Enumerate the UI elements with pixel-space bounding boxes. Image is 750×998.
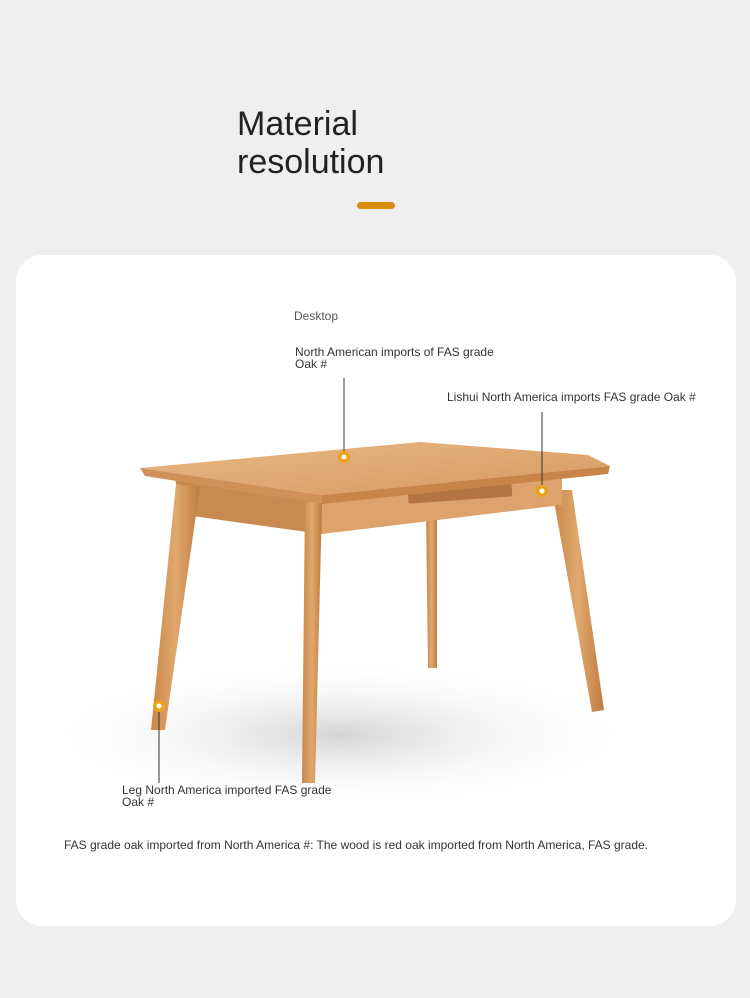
callout-leg-text xyxy=(122,784,331,808)
callout-marker-side xyxy=(536,485,548,497)
section-label-desktop: Desktop xyxy=(294,309,339,323)
callout-marker-leg xyxy=(153,700,165,712)
callout-desktop-line-1: North American imports of FAS grade xyxy=(295,345,494,359)
callout-side-text: Lishui North America imports FAS grade Oak # xyxy=(447,390,696,404)
callout-desktop-line-2: Oak # xyxy=(295,357,328,371)
back-left-leg xyxy=(426,510,437,668)
callout-leg-line-1: Leg North America imported FAS grade xyxy=(122,783,332,797)
callout-marker-desktop xyxy=(338,451,350,463)
footnote-text: FAS grade oak imported from North America #: The wood is red oak imported from North America, FAS grade. xyxy=(64,838,649,852)
title-line-2: resolution xyxy=(237,143,385,181)
callout-desktop-text xyxy=(295,346,494,370)
back-right-leg xyxy=(552,490,604,712)
callout-leg-line-2: Oak # xyxy=(122,795,155,809)
title-line-1: Material xyxy=(237,105,358,143)
